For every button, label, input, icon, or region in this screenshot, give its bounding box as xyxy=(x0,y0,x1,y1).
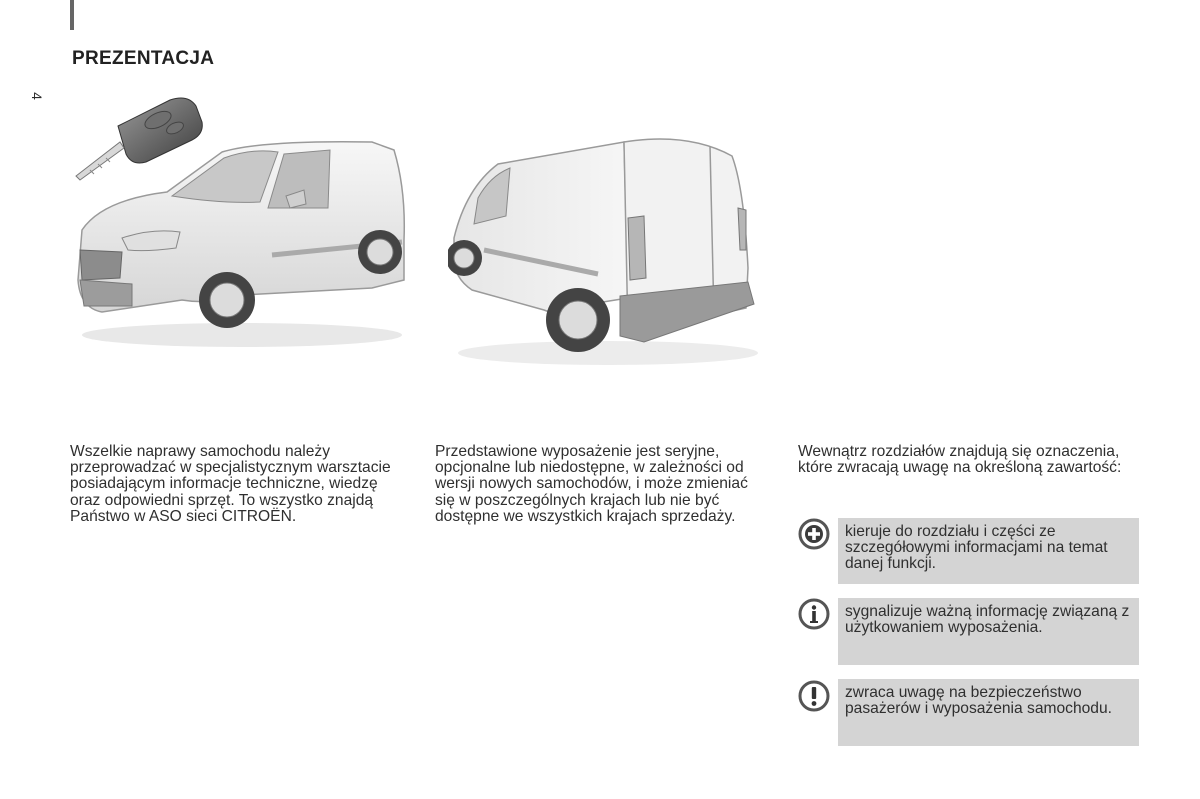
note-cross-reference: kieruje do rozdziału i części ze szczegółowymi informacjami na temat danej funkcji. xyxy=(838,518,1139,584)
note-safety-warning: zwraca uwagę na bezpieczeństwo pasażerów i wyposażenia samochodu. xyxy=(838,679,1139,746)
symbols-intro-paragraph: Wewnątrz rozdziałów znajdują się oznaczenia, które zwracają uwagę na określoną zawartość: xyxy=(798,443,1122,477)
note-important-info: sygnalizuje ważną informację związaną z użytkowaniem wyposażenia. xyxy=(838,598,1139,665)
plus-icon xyxy=(798,518,830,550)
page-edge-bar xyxy=(70,0,74,30)
van-rear-illustration xyxy=(448,128,760,368)
warning-icon xyxy=(798,680,830,712)
page-title: PREZENTACJA xyxy=(72,48,215,69)
equipment-info-paragraph: Przedstawione wyposażenie jest seryjne, opcjonalne lub niedostępne, w zależności od wersji nowych samochodów, i może zmieniać się w poszczególnych krajach lub nie być dostępne we wszystkich krajach sprzedaży. xyxy=(435,443,748,525)
page-number: 4 xyxy=(28,92,45,100)
info-icon xyxy=(798,598,830,630)
repair-info-paragraph: Wszelkie naprawy samochodu należy przeprowadzać w specjalistycznym warsztacie posiadającym informacje techniczne, wiedzę oraz odpowiedni sprzęt. To wszystko znajdą Państwo w ASO sieci CITROËN. xyxy=(70,443,391,525)
van-front-illustration xyxy=(72,130,412,350)
